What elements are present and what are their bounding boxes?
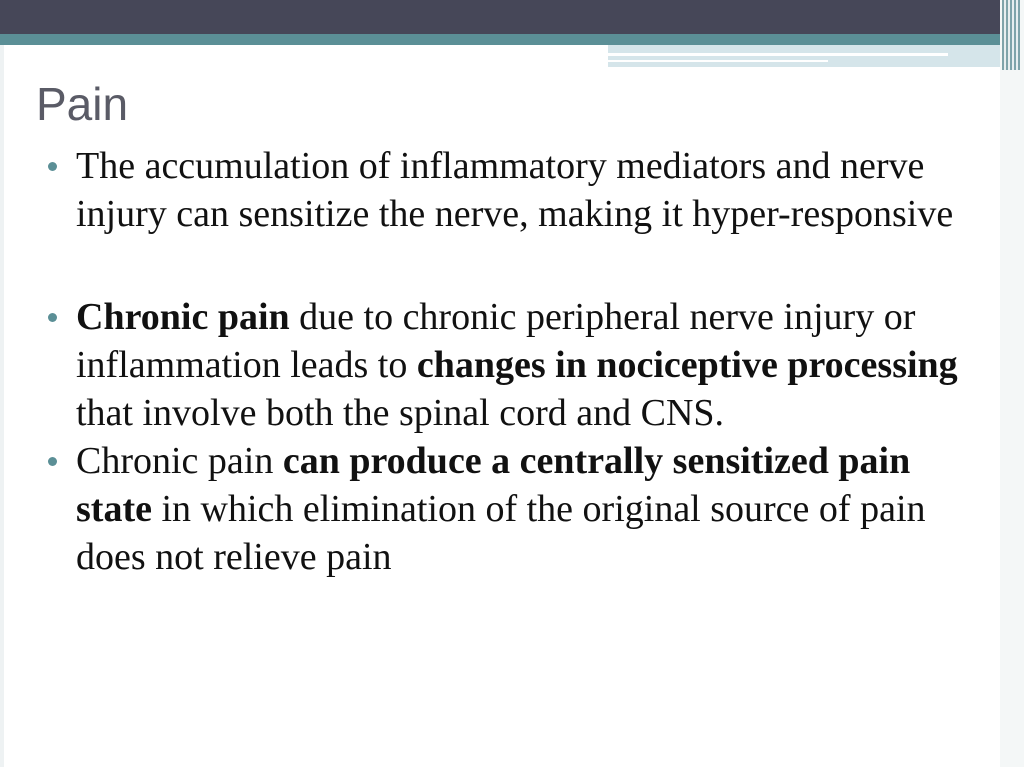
bullet-text: that involve both the spinal cord and CNS. [76, 392, 725, 434]
top-dark-bar [0, 0, 1024, 34]
bullet-text: Chronic pain [76, 440, 283, 482]
bullet-bold-text: changes in nociceptive processing [416, 344, 958, 386]
slide-title: Pain [36, 78, 129, 130]
bullet-item-inflammatory-mediators [44, 142, 994, 238]
top-teal-bar [0, 34, 1024, 45]
bullet-text: in which elimination of the original source of pain does not relieve pain [76, 488, 926, 578]
bullet-item-central-sensitization [44, 437, 994, 581]
right-edge-decoration [1000, 0, 1024, 767]
bullet-list [44, 142, 994, 581]
top-light-bar [608, 45, 1024, 67]
bullet-bold-text: Chronic pain [76, 296, 290, 338]
top-light-line [608, 53, 948, 56]
bullet-text: The accumulation of inflammatory mediators and nerve injury can sensitize the nerve, making it hyper-responsive [76, 145, 954, 235]
left-edge-decoration [0, 0, 4, 767]
right-edge-stripes [1002, 0, 1020, 70]
top-light-line-secondary [608, 60, 828, 62]
bullet-bold-text: can produce a centrally sensitized pain state [76, 440, 911, 530]
bullet-text: due to chronic peripheral nerve injury or inflammation leads to [76, 296, 916, 386]
bullet-item-chronic-pain-processing [44, 293, 994, 437]
